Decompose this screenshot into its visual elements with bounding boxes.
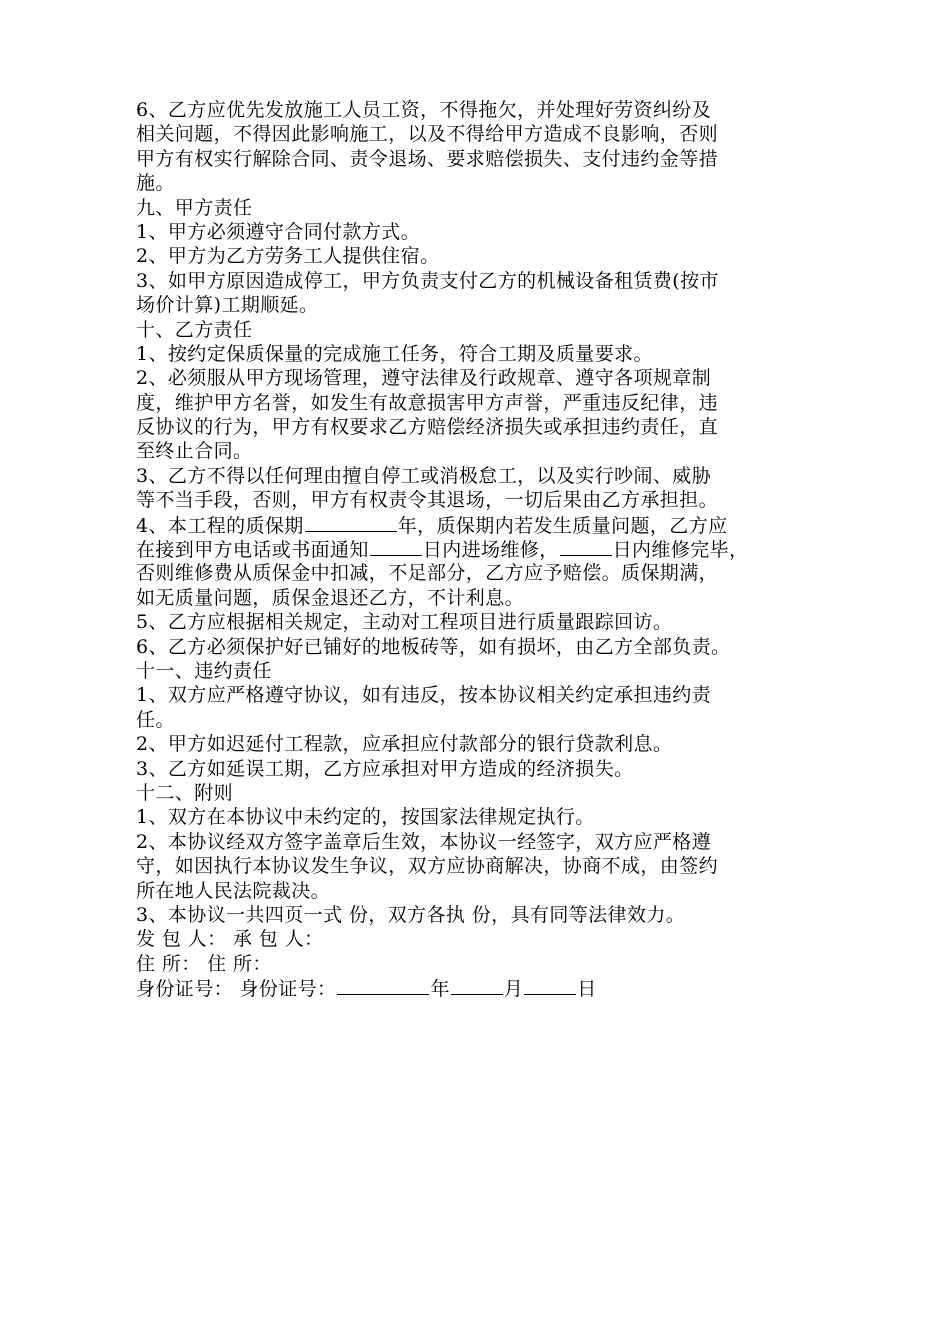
text-line: 至终止合同。 [136, 440, 253, 463]
month-blank [451, 976, 503, 995]
text-line: 3、乙方不得以任何理由擅自停工或消极怠工，以及实行吵闹、威胁 [136, 464, 712, 487]
year-blank [337, 976, 429, 995]
text-line: 2、甲方如迟延付工程款，应承担应付款部分的银行贷款利息。 [136, 733, 673, 756]
signature-date-line [136, 976, 816, 1000]
text-line: 1、按约定保质保量的完成施工任务，符合工期及质量要求。 [136, 342, 653, 365]
text-line: 甲方有权实行解除合同、责令退场、要求赔偿损失、支付违约金等措 [136, 147, 719, 170]
text-line: 5、乙方应根据相关规定，主动对工程项目进行质量跟踪回访。 [136, 611, 673, 634]
text-line: 任。 [136, 708, 175, 731]
text-line: 守，如因执行本协议发生争议，双方应协商解决，协商不成，由签约 [136, 855, 719, 878]
section-heading: 十一、违约责任 [136, 659, 272, 682]
warranty-text: 年，质保期内若发生质量问题，乙方应 [397, 514, 728, 537]
text-line: 2、本协议经双方签字盖章后生效，本协议一经签字，双方应严格遵 [136, 830, 712, 853]
day-label: 日 [577, 978, 597, 1001]
section-heading: 十、乙方责任 [136, 318, 253, 341]
text-line: 3、如甲方原因造成停工，甲方负责支付乙方的机械设备租赁费(按市 [136, 269, 719, 292]
month-label: 月 [503, 978, 524, 1001]
text-line: 施。 [136, 172, 175, 195]
text-line: 2、甲方为乙方劳务工人提供住宿。 [136, 245, 440, 268]
party-labels: 发 包 人： 承 包 人： [136, 928, 324, 951]
warranty-text: 4、本工程的质保期 [136, 514, 304, 537]
text-line: 相关问题，不得因此影响施工，以及不得给甲方造成不良影响，否则 [136, 123, 719, 146]
text-line: 反协议的行为，甲方有权要求乙方赔偿经济损失或承担违约责任，直 [136, 416, 719, 439]
id-number-labels: 身份证号： 身份证号： [136, 978, 337, 1001]
text-line: 6、乙方必须保护好已铺好的地板砖等，如有损坏，由乙方全部负责。 [136, 635, 731, 658]
section-heading: 九、甲方责任 [136, 196, 253, 219]
text-line: 如无质量问题，质保金退还乙方，不计利息。 [136, 586, 525, 609]
section-heading: 十二、附则 [136, 781, 234, 804]
warranty-text: 在接到甲方电话或书面通知 [136, 539, 369, 562]
text-line: 度，维护甲方名誉，如发生有故意损害甲方声誉，严重违反纪律，违 [136, 391, 719, 414]
text-line: 3、乙方如延误工期，乙方应承担对甲方造成的经济损失。 [136, 757, 634, 780]
text-line: 1、双方在本协议中未约定的，按国家法律规定执行。 [136, 806, 595, 829]
text-line: 1、双方应严格遵守协议，如有违反，按本协议相关约定承担违约责 [136, 684, 712, 707]
text-line: 1、甲方必须遵守合同付款方式。 [136, 220, 421, 243]
arrival-days-blank [370, 537, 422, 556]
warranty-line [136, 537, 816, 561]
address-labels: 住 所： 住 所： [136, 952, 272, 975]
text-line: 6、乙方应优先发放施工人员工资，不得拖欠，并处理好劳资纠纷及 [136, 99, 712, 121]
text-line: 等不当手段，否则，甲方有权责令其退场，一切后果由乙方承担担。 [136, 489, 719, 512]
text-line: 所在地人民法院裁决。 [136, 879, 331, 902]
warranty-years-blank [305, 513, 397, 532]
warranty-text: 日内进场维修， [422, 539, 559, 562]
warranty-text: 日内维修完毕， [612, 539, 749, 562]
text-line: 否则维修费从质保金中扣减，不足部分，乙方应予赔偿。质保期满， [136, 562, 719, 585]
document-body [136, 98, 816, 1000]
year-label: 年 [430, 978, 450, 1001]
warranty-line [136, 513, 816, 537]
text-line: 3、本协议一共四页一式 份，双方各执 份，具有同等法律效力。 [136, 903, 686, 926]
repair-days-blank [560, 537, 612, 556]
text-line: 2、必须服从甲方现场管理，遵守法律及行政规章、遵守各项规章制 [136, 367, 712, 390]
day-blank [524, 976, 576, 995]
text-line: 场价计算)工期顺延。 [136, 294, 319, 317]
